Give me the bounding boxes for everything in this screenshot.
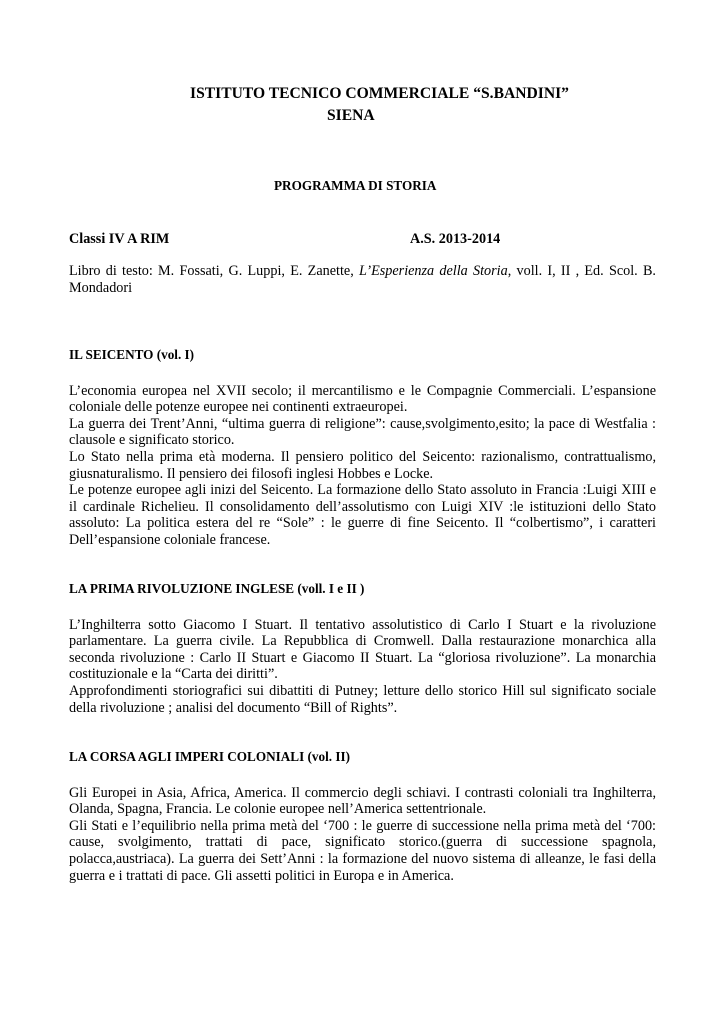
paragraph: Gli Stati e l’equilibrio nella prima metà del ‘700 : le guerre di successione nella prima metà del ‘700: cause, svolgimento, trattati di pace, significato storico.(guerra di successione spagnola, polacca,austriaca). La guerra dei Sett’Anni : la formazione del nuovo sistema di alleanze, le fasi della guerra e i trattati di pace. Gli assetti politici in Europa e in America. (69, 817, 656, 884)
paragraph: Lo Stato nella prima età moderna. Il pensiero politico del Seicento: razionalismo, contrattualismo, giusnaturalismo. Il pensiero dei filosofi inglesi Hobbes e Locke. (69, 448, 656, 482)
section-body (69, 617, 656, 717)
textbook-prefix: Libro di testo: M. Fossati, G. Luppi, E. Zanette, (69, 263, 359, 279)
section-body (69, 785, 656, 885)
section-seicento (69, 347, 656, 549)
textbook-suffix: , voll. I, II , Ed. Scol. B. Mondadori (69, 263, 656, 296)
class-label: Classi IV A RIM (69, 231, 170, 247)
section-heading: IL SEICENTO (vol. I) (69, 347, 195, 362)
paragraph: Le potenze europee agli inizi del Seicento. La formazione dello Stato assoluto in Francia :Luigi XIII e il cardinale Richelieu. Il consolidamento dell’assolutismo con Luigi XIV :le istituzioni dello Stato assoluto: La politica estera del re “Sole” : le guerre di fine Seicento. Il “colbertismo”, i caratteri Dell’espansione coloniale francese. (69, 482, 656, 548)
paragraph: L’Inghilterra sotto Giacomo I Stuart. Il tentativo assolutistico di Carlo I Stuart e la rivoluzione parlamentare. La guerra civile. La Repubblica di Cromwell. Dalla restaurazione monarchica alla seconda rivoluzione : Carlo II Stuart e Giacomo II Stuart. La “gloriosa rivoluzione”. La monarchia costituzionale e la “Carta dei diritti”. (69, 616, 656, 683)
paragraph: Gli Europei in Asia, Africa, America. Il commercio degli schiavi. I contrasti coloniali tra Inghilterra, Olanda, Spagna, Francia. Le colonie europee nell’America settentrionale. (69, 784, 656, 818)
city-title: SIENA (327, 107, 375, 124)
program-title: PROGRAMMA DI STORIA (274, 178, 437, 193)
textbook-title: L’Esperienza della Storia (359, 263, 508, 279)
paragraph: Approfondimenti storiografici sui dibattiti di Putney; letture dello storico Hill sul significato sociale della rivoluzione ; analisi del documento “Bill of Rights”. (69, 682, 656, 716)
section-heading: LA CORSA AGLI IMPERI COLONIALI (vol. II) (69, 749, 351, 764)
paragraph: La guerra dei Trent’Anni, “ultima guerra di religione”: cause,svolgimento,esito; la pace di Westfalia : clausole e significato storico. (69, 415, 656, 449)
school-year-label: A.S. 2013-2014 (410, 231, 501, 247)
section-heading: LA PRIMA RIVOLUZIONE INGLESE (voll. I e II ) (69, 581, 365, 596)
section-body (69, 383, 656, 549)
institute-title: ISTITUTO TECNICO COMMERCIALE “S.BANDINI” (190, 85, 569, 102)
paragraph: L’economia europea nel XVII secolo; il mercantilismo e le Compagnie Commerciali. L’espansione coloniale delle potenze europee nei continenti extraeuropei. (69, 382, 656, 416)
section-rivoluzione-inglese (69, 581, 656, 716)
textbook-reference (69, 263, 656, 296)
section-imperi-coloniali (69, 749, 656, 884)
